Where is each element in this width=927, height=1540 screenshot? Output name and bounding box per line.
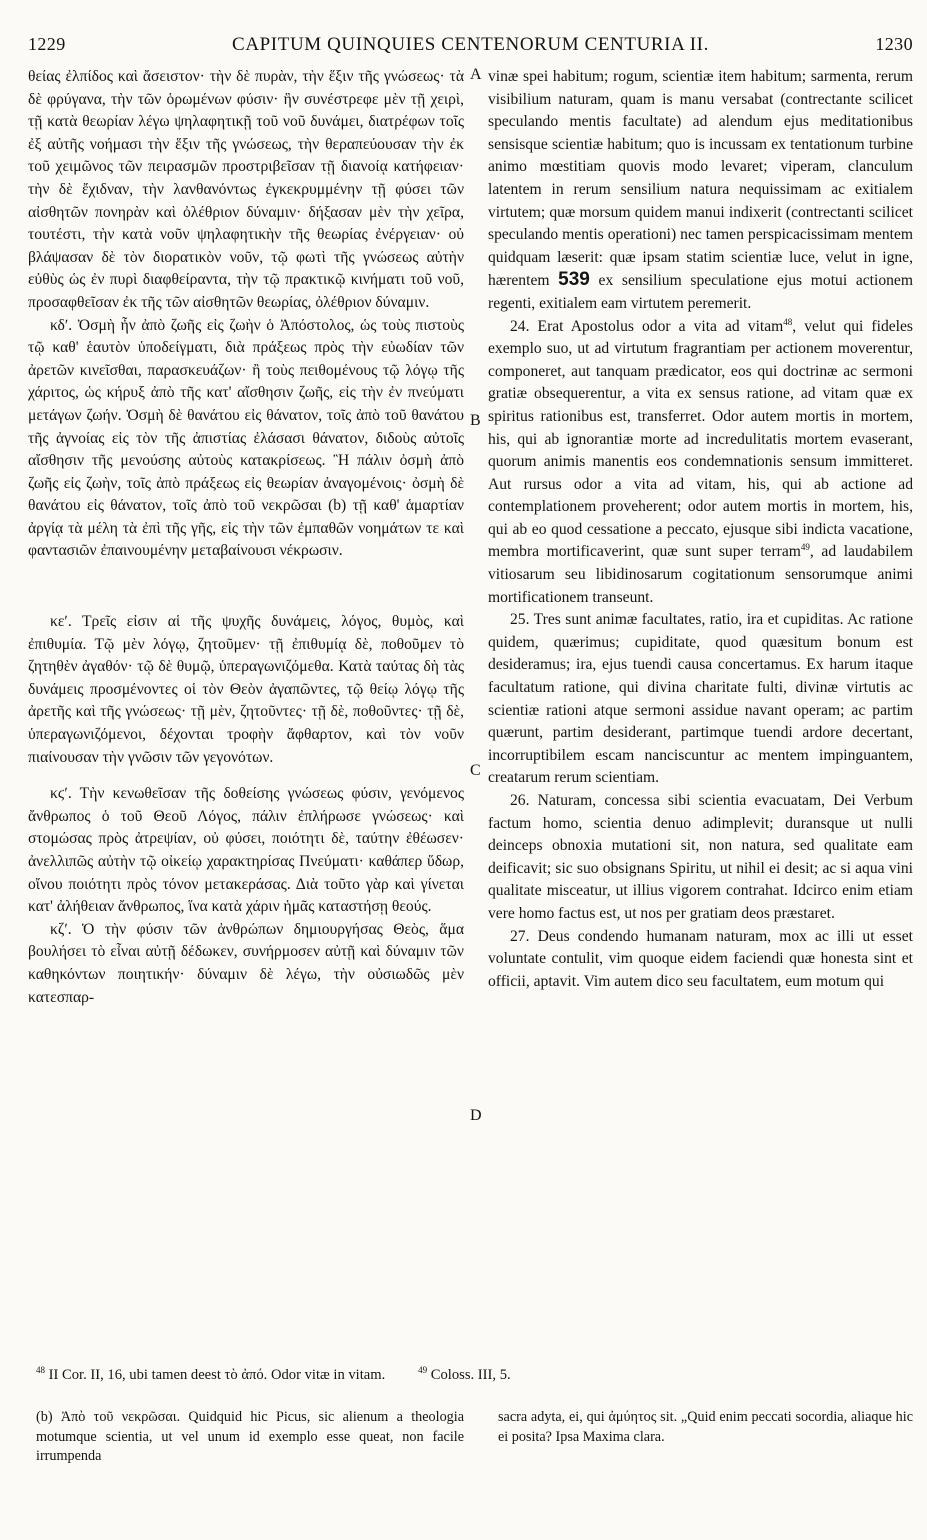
latin-column xyxy=(488,66,913,993)
latin-text: , velut qui fideles exemplo suo, ut ad virtutum fragrantiam per actionem moverentur, componeret, aut tanquam prædicator, eos qui doctrinæ ac sermoni gratiæ obsequerentur, a vita ex sensus ratione, ad vitam quæ ex spiritus rationibus est, transferret. Odor autem mortis in mortem, his, qui ab ignorantiæ morte ad incredulitatis mortem evaserant, quorum animis manentis eos condemnationis sensum immitteret. Aut rursus odor a vita ad vitam, his, qui ab actione ad contemplationem proveherent; odor autem mortis in mortem, his, qui ab eo quod cessatione a peccato, ejusque sibi indicta vacatione, membra mortificaverint, quæ sunt super terram xyxy=(488,317,914,561)
column-gap xyxy=(28,769,464,783)
latin-paragraph-26: 26. Naturam, concessa sibi scientia evacuatam, Dei Verbum factum homo, scientia denuo adimplevit; duransque ut nulli deinceps obnoxia mutationi sit, non natura, sed qualitate eam deificavit; sic suo obsignans Spiritu, ut nihil ei desit; ac si aqua vini qualitate misceatur, ut illius vigorem contrahat. Idcirco enim etiam vere homo factus est, ut nos per gratiam deos præstaret. xyxy=(488,792,913,922)
footnote-49: Coloss. III, 5. xyxy=(427,1367,511,1383)
footnote-mark-48: 48 xyxy=(36,1365,45,1376)
running-header xyxy=(28,34,913,62)
footnote-mark-49: 49 xyxy=(418,1365,428,1376)
margin-mark-d: D xyxy=(470,1107,482,1124)
latin-text: ex sensilium speculatione ejus motui actionem regenti, exitialem eam virtutem peremerit. xyxy=(488,272,913,312)
footnote-48: II Cor. II, 16, ubi tamen deest τὸ ἀπό. Odor vitæ in vitam. xyxy=(45,1367,386,1383)
latin-text: vinæ spei habitum; rogum, scientiæ item habitum; sarmenta, rerum visibilium naturam, quam is manu versabat (contrectante scilicet speculando mentis facultate) ad alendum ejus meditationibus sensisque scientiæ habitum; quo is incussam ex tentationum turbine animo mœstitiam quovis modo levaret; viperam, clanculum latentem in rerum sensilium natura nequissimam ac exitialem virtutem; quæ morsum quidem manui indixerit (contrectanti scilicet speculando mentis operationi) nec tamen perspicacissimam mentem quidquam læserit: quæ ipsam statim scientiæ luce, velut in igne, hærentem xyxy=(488,68,913,290)
running-title: CAPITUM QUINQUIES CENTENORUM CENTURIA II. xyxy=(232,34,709,55)
footnote-ref-48: 48 xyxy=(783,316,793,327)
latin-paragraph-27: 27. Deus condendo humanam naturam, mox ac illi ut esset voluntate contulit, vim quoque eidem faciendi quæ honesta sint et officii, aptavit. Vim autem dico seu facultatem, eum motum qui xyxy=(488,927,913,990)
page-number-right: 1230 xyxy=(875,34,913,54)
latin-text: , ad laudabilem vitiosarum seu libidinosarum cogitationum sensorumque animi mortificationem transeunt. xyxy=(488,543,913,606)
margin-mark-c: C xyxy=(470,762,481,779)
latin-paragraph-23 xyxy=(488,66,913,316)
greek-paragraph-26: κϛʹ. Τὴν κενωθεῖσαν τῆς δοθείσης γνώσεως φύσιν, γενόμενος ἄνθρωπος ὁ τοῦ Θεοῦ Λόγος, πάλιν ἐπλήρωσε γνώσεως· καὶ στομώσας πρὸς ἀτρεψίαν, οὐ φύσει, ποιότητι δὲ, ταύτην ἐθέωσεν· ἀνελλιπῶς αὐτὴν τῷ οἰκείῳ χαρακτηρίσας Πνεύματι· καθάπερ ὕδωρ, οἴνου ποιότητι πρὸς τόνον μετακεράσας. Διὰ τοῦτο γὰρ καὶ γίνεται κατ' ἀλήθειαν ἄνθρωπος, ἵνα κατὰ χάριν ἡμᾶς καταστήσῃ θεούς. xyxy=(28,785,464,916)
greek-column xyxy=(28,66,464,1009)
latin-text: 24. Erat Apostolus odor a vita ad vitam xyxy=(510,317,784,335)
greek-paragraph-27: κζʹ. Ὁ τὴν φύσιν τῶν ἀνθρώπων δημιουργήσας Θεὸς, ἅμα βουλήσει τὸ εἶναι αὐτῇ δέδωκεν, συνήρμοσεν αὐτῇ καὶ δύναμιν τῶν καθηκόντων ποιητικήν· δύναμιν δὲ λέγω, τὴν οὐσιωδῶς μὲν κατεσπαρ- xyxy=(28,920,464,1006)
greek-paragraph-24: κδʹ. Ὀσμὴ ἦν ἀπὸ ζωῆς εἰς ζωὴν ὁ Ἀπόστολος, ὡς τοὺς πιστοὺς τῷ καθ' ἑαυτὸν ὑποδείγματι, διὰ πράξεως πρὸς τὴν εὐωδίαν τῶν ἀρετῶν κινεῖσθαι, παρασκευάζων· ἢ τοὺς πειθομένους τῷ λόγῳ τῆς χάριτος, ὡς κήρυξ ἀπὸ τῆς κατ' αἴσθησιν ζωῆς, εἰς τὴν ἐν πνεύματι μετάγων ζωήν. Ὀσμὴ δὲ θανάτου εἰς θάνατον, τοῖς ἀπὸ τοῦ θανάτου τῆς ἀγνοίας εἰς τὸν τῆς ἀπιστίας ἐλάσασι θάνατον, διδοὺς αὐτοῖς αἴσθησιν τῆς μενούσης αὐτοὺς κατακρίσεως. Ἢ πάλιν ὀσμὴ ἀπὸ ζωῆς εἰς ζωὴν, τοῖς ἀπὸ πράξεως εἰς θεωρίαν ἀναγομένοις· ὀσμὴ δὲ θανάτου εἰς θάνατον, τοῖς ἀπὸ τοῦ νεκρῶσαι (b) τῇ καθ' ἁμαρτίαν ἀργίᾳ τὰ μέλη τὰ ἐπὶ τῆς γῆς, εἰς τὴν τῶν ἐμπαθῶν νοημάτων τε καὶ φαντασιῶν ἐπαινουμένην μεταβαίνουσι νέκρωσιν. xyxy=(28,316,464,560)
greek-paragraph-23: θείας ἐλπίδος καὶ ἄσειστον· τὴν δὲ πυρὰν, τὴν ἕξιν τῆς γνώσεως· τὰ δὲ φρύγανα, τὴν τῶν ὁρωμένων φύσιν· ἣν συνέστρεφε μὲν τῇ χειρὶ, τῇ κατὰ θεωρίαν λέγω ψηλαφητικῇ τοῦ νοῦ δυνάμει, διατρέφων τοῖς ἐξ αὐτῆς νοήμασι τὴν ἕξιν τῆς γνώσεως, τὴν θεραπεύουσαν τὴν ἐκ τοῦ χειμῶνος τῶν πειρασμῶν προστριβεῖσαν τῇ διανοίᾳ κατήφειαν· τὴν δὲ ἔχιδναν, τὴν λανθανόντως ἐγκεκρυμμένην τῇ φύσει τῶν αἰσθητῶν πονηρὰν καὶ ὀλέθριον δύναμιν· δήξασαν μὲν τὴν χεῖρα, τουτέστι, τὴν κατὰ νοῦν ψηλαφητικὴν τῆς θεωρίας ἐνέργειαν· οὐ βλάψασαν δὲ τὸν διορατικὸν νοῦν, τῷ φωτὶ τῆς γνώσεως αὐτὴν εὐθὺς ὡς ἐν πυρὶ διαφθείραντα, τὴν τῷ πρακτικῷ κινήματι τοῦ νοῦ, προσαφθεῖσαν ἐκ τῆς τῶν αἰσθητῶν θεωρίας, ὀλέθριον δύναμιν. xyxy=(28,68,464,311)
column-number: 539 xyxy=(558,269,590,291)
footnotes xyxy=(30,1365,913,1385)
latin-paragraph-25: 25. Tres sunt animæ facultates, ratio, ira et cupiditas. Ac ratione quidem, quærimus; cupiditate, quod quæsitum bonum est desideramus; ira, ejus tuendi causa concertamus. Ex harum itaque facultatum ratione, qui divina charitate fulti, divinæ virtutis ac scientiæ rationi atque sermoni assidue navant operam; ac partim quærunt, partim desiderant, partimque tuendi ardore decertant, incorruptibilem escam nanciscuntur ac mentem impinguantem, creatarum rerum scientiam. xyxy=(488,611,913,787)
column-gap xyxy=(28,563,464,611)
margin-mark-b: B xyxy=(470,412,481,429)
latin-paragraph-24 xyxy=(488,316,913,610)
editor-note-left: (b) Ἀπὸ τοῦ νεκρῶσαι. Quidquid hic Picus, sic alienum a theologia motumque scientia, ut vel unum id exemplo esse queat, non facile irrumpenda xyxy=(36,1409,464,1464)
page-number-left: 1229 xyxy=(28,34,66,54)
margin-mark-a: A xyxy=(470,66,482,83)
footnote-line xyxy=(30,1365,913,1385)
footnote-ref-49: 49 xyxy=(800,542,810,553)
greek-paragraph-25: κεʹ. Τρεῖς εἰσιν αἱ τῆς ψυχῆς δυνάμεις, λόγος, θυμὸς, καὶ ἐπιθυμία. Τῷ μὲν λόγῳ, ζητοῦμεν· τῇ ἐπιθυμίᾳ δὲ, ποθοῦμεν τὸ ζητηθὲν ἀγαθόν· τῷ δὲ θυμῷ, ὑπεραγωνιζόμεθα. Κατὰ ταύτας δὴ τὰς δυνάμεις προσμένοντες οἱ τὸν Θεὸν ἀγαπῶντες, τῷ θείῳ λόγῳ τῆς ἀρετῆς καὶ τῆς γνώσεως· τῇ μὲν, ζητοῦντες· τῇ δὲ, ποθοῦντες· τῇ δὲ, ὑπεραγωνιζόμενοι, δέχονται τροφὴν ἄφθαρτον, καὶ τὸν νοῦν πιαίνουσαν τὴν γνῶσιν τῶν γεγονότων. xyxy=(28,613,464,766)
editor-note-right: sacra adyta, ei, qui ἀμύητος sit. „Quid enim peccati socordia, aliaque hic ei posita? Ipsa Maxima clara. xyxy=(498,1409,913,1445)
